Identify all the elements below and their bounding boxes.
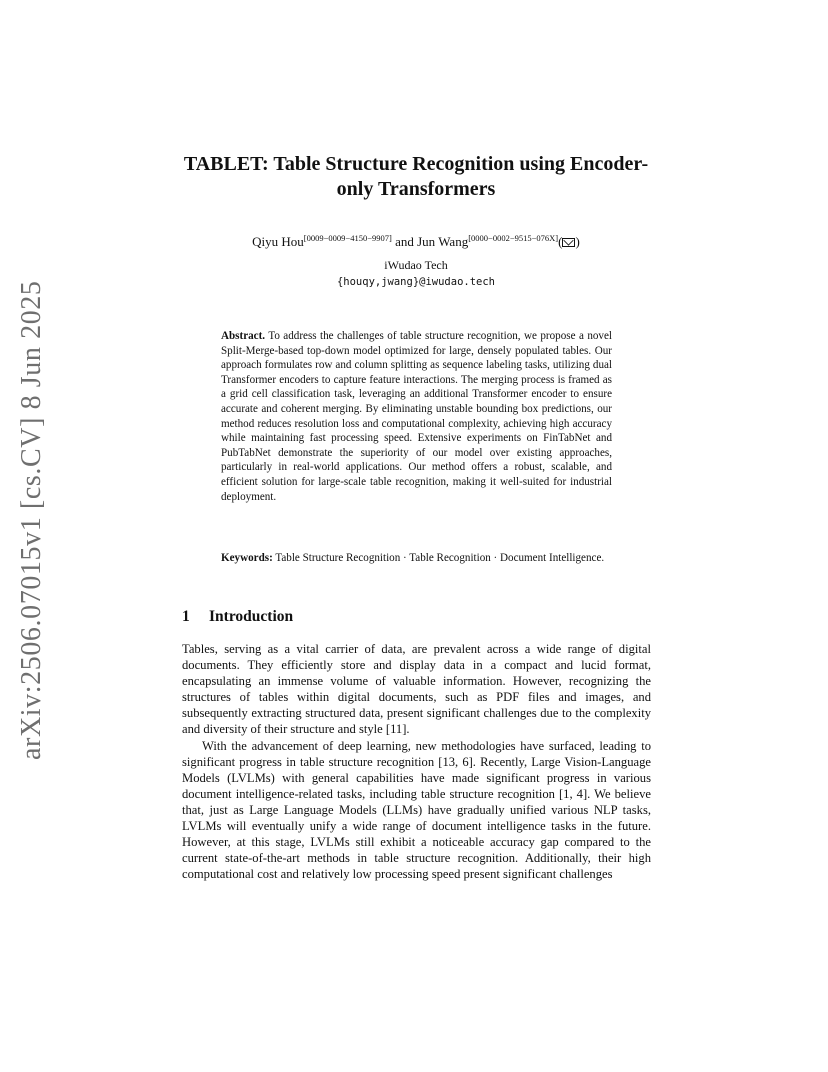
- author-affiliation: iWudao Tech: [384, 258, 448, 272]
- abstract-text: To address the challenges of table structure recognition, we propose a novel Split-Merge-based top-down model optimized for large, densely populated tables. Our approach formulates row and column splitting as sequence labeling tasks, utilizing dual Transformer encoders to capture feature interactions. The merging process is framed as a grid cell classification task, leveraging an additional Transformer encoder to ensure accurate and coherent merging. By eliminating unstable bounding box predictions, our method reduces resolution loss and computational complexity, achieving high accuracy while maintaining fast processing speed. Extensive experiments on FinTabNet and PubTabNet demonstrate the superiority of our model over existing approaches, particularly in real-world applications. Our method offers a robust, scalable, and efficient solution for large-scale table recognition, making it well-suited for industrial deployment.: [221, 330, 612, 503]
- author-conjunction: and: [395, 234, 414, 249]
- author-name: Jun Wang: [417, 234, 469, 249]
- keywords-label: Keywords:: [221, 552, 273, 564]
- arxiv-identifier-stamp: arXiv:2506.07015v1 [cs.CV] 8 Jun 2025: [16, 280, 47, 760]
- envelope-icon: [562, 238, 575, 247]
- section-title: Introduction: [209, 608, 294, 625]
- author-email: {houqy,jwang}@iwudao.tech: [336, 276, 496, 288]
- section-heading: [182, 607, 293, 627]
- body-paragraph: Tables, serving as a vital carrier of data, are prevalent across a wide range of digital documents. They efficiently store and display data in a compact and lucid format, encapsulating an immense volume of valuable information. However, recognizing the structures of tables within digital documents, such as PDF files and images, and subsequently extracting structured data, present significant challenges due to the complexity and diversity of their structure and style [11].: [182, 642, 651, 737]
- abstract-label: Abstract.: [221, 330, 266, 342]
- author-line: Qiyu Hou[0009−0009−4150−9907] and Jun Wang[0000−0002−9515−076X]( ): [252, 233, 580, 249]
- author-name: Qiyu Hou: [252, 234, 304, 249]
- author-orcid: [0009−0009−4150−9907]: [303, 233, 392, 243]
- paper-title: TABLET: Table Structure Recognition using Encoder-only Transformers: [183, 153, 649, 200]
- body-paragraph: With the advancement of deep learning, new methodologies have surfaced, leading to significant progress in table structure recognition [13, 6]. Recently, Large Vision-Language Models (LVLMs) with general capabilities have made significant progress in various document intelligence-related tasks, including table structure recognition [1, 4]. We believe that, just as Large Language Models (LLMs) have gradually unified various NLP tasks, LVLMs will eventually unify a wide range of document intelligence tasks in the future. However, at this stage, LVLMs still exhibit a noticeable accuracy gap compared to the current state-of-the-art methods in table structure recognition. Additionally, their high computational cost and relatively low processing speed present significant challenges: [182, 738, 651, 882]
- author-orcid: [0000−0002−9515−076X]: [468, 233, 559, 243]
- abstract: [221, 329, 612, 504]
- keywords-text: Table Structure Recognition · Table Recognition · Document Intelligence.: [275, 552, 605, 564]
- introduction-body: [182, 641, 651, 882]
- keywords: [221, 551, 612, 566]
- section-number: 1: [182, 608, 190, 625]
